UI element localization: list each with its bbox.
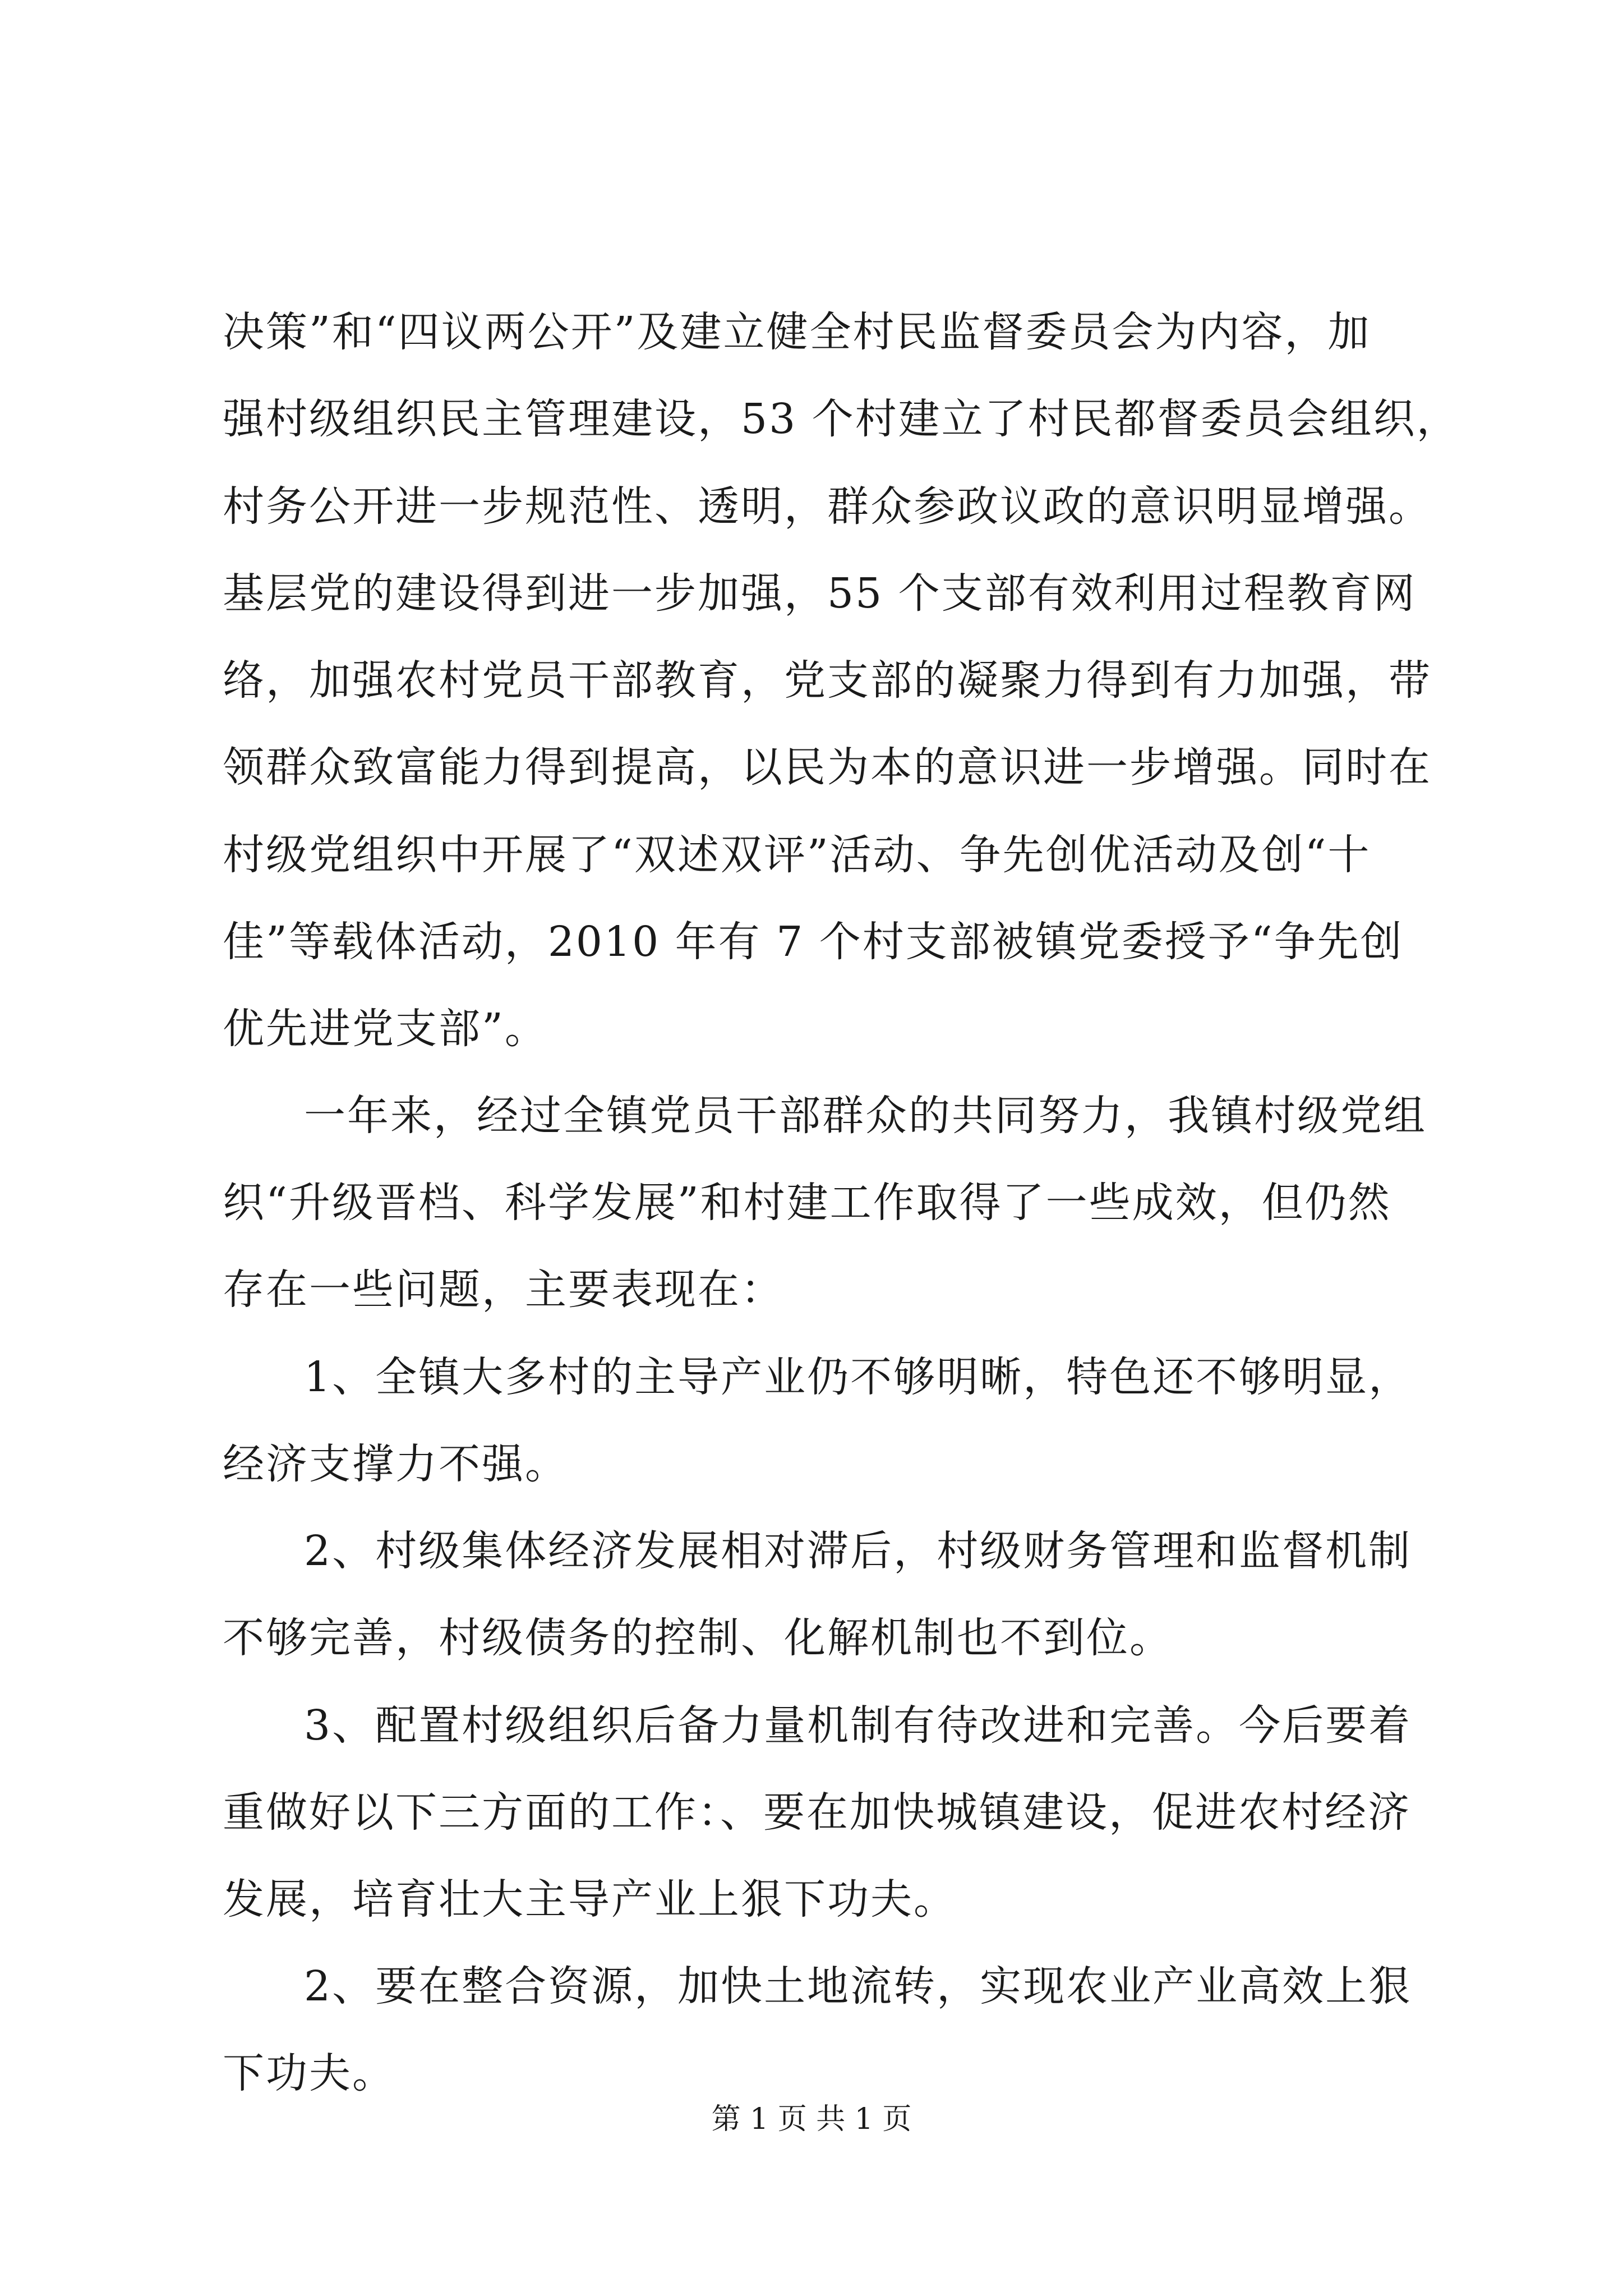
list-item-first-line: 3、配置村级组织后备力量机制有待改进和完善。今后要着 (304, 1701, 1412, 1750)
list-item-first-line: 2、村级集体经济发展相对滞后，村级财务管理和监督机制 (304, 1527, 1412, 1575)
body-text-line: 村务公开进一步规范性、透明，群众参政议政的意识明显增强。 (223, 482, 1432, 531)
body-text-line: 优先进党支部”。 (223, 1005, 548, 1053)
body-text-line: 村级党组织中开展了“双述双评”活动、争先创优活动及创“十 (223, 831, 1371, 879)
body-text-line: 决策”和“四议两公开”及建立健全村民监督委员会为内容，加 (223, 308, 1371, 356)
body-text-line: 强村级组织民主管理建设，53 个村建立了村民都督委员会组织， (223, 395, 1460, 443)
body-text-line: 络，加强农村党员干部教育，党支部的凝聚力得到有力加强，带 (223, 656, 1432, 705)
body-text-line: 下功夫。 (223, 2049, 395, 2097)
body-text-line: 领群众致富能力得到提高，以民为本的意识进一步增强。同时在 (223, 743, 1432, 792)
body-text-line: 发展，培育壮大主导产业上狠下功夫。 (223, 1875, 957, 1924)
page-footer: 第 1 页 共 1 页 (711, 2102, 912, 2136)
body-text-line: 织“升级晋档、科学发展”和村建工作取得了一些成效，但仍然 (223, 1179, 1391, 1227)
body-text-line: 佳”等载体活动，2010 年有 7 个村支部被镇党委授予“争先创 (223, 918, 1404, 966)
list-item-first-line: 1、全镇大多村的主导产业仍不够明晰，特色还不够明显， (304, 1353, 1412, 1401)
body-text-line: 存在一些问题，主要表现在： (223, 1266, 784, 1314)
body-text-line: 基层党的建设得到进一步加强，55 个支部有效利用过程教育网 (223, 569, 1417, 618)
body-text-line: 重做好以下三方面的工作：、要在加快城镇建设，促进农村经济 (223, 1788, 1411, 1837)
body-text-line: 不够完善，村级债务的控制、化解机制也不到位。 (223, 1614, 1173, 1662)
paragraph-first-line: 一年来，经过全镇党员干部群众的共同努力，我镇村级党组 (304, 1092, 1427, 1140)
list-item-first-line: 2、要在整合资源，加快土地流转，实现农业产业高效上狠 (304, 1962, 1412, 2010)
body-text-line: 经济支撑力不强。 (223, 1440, 568, 1488)
